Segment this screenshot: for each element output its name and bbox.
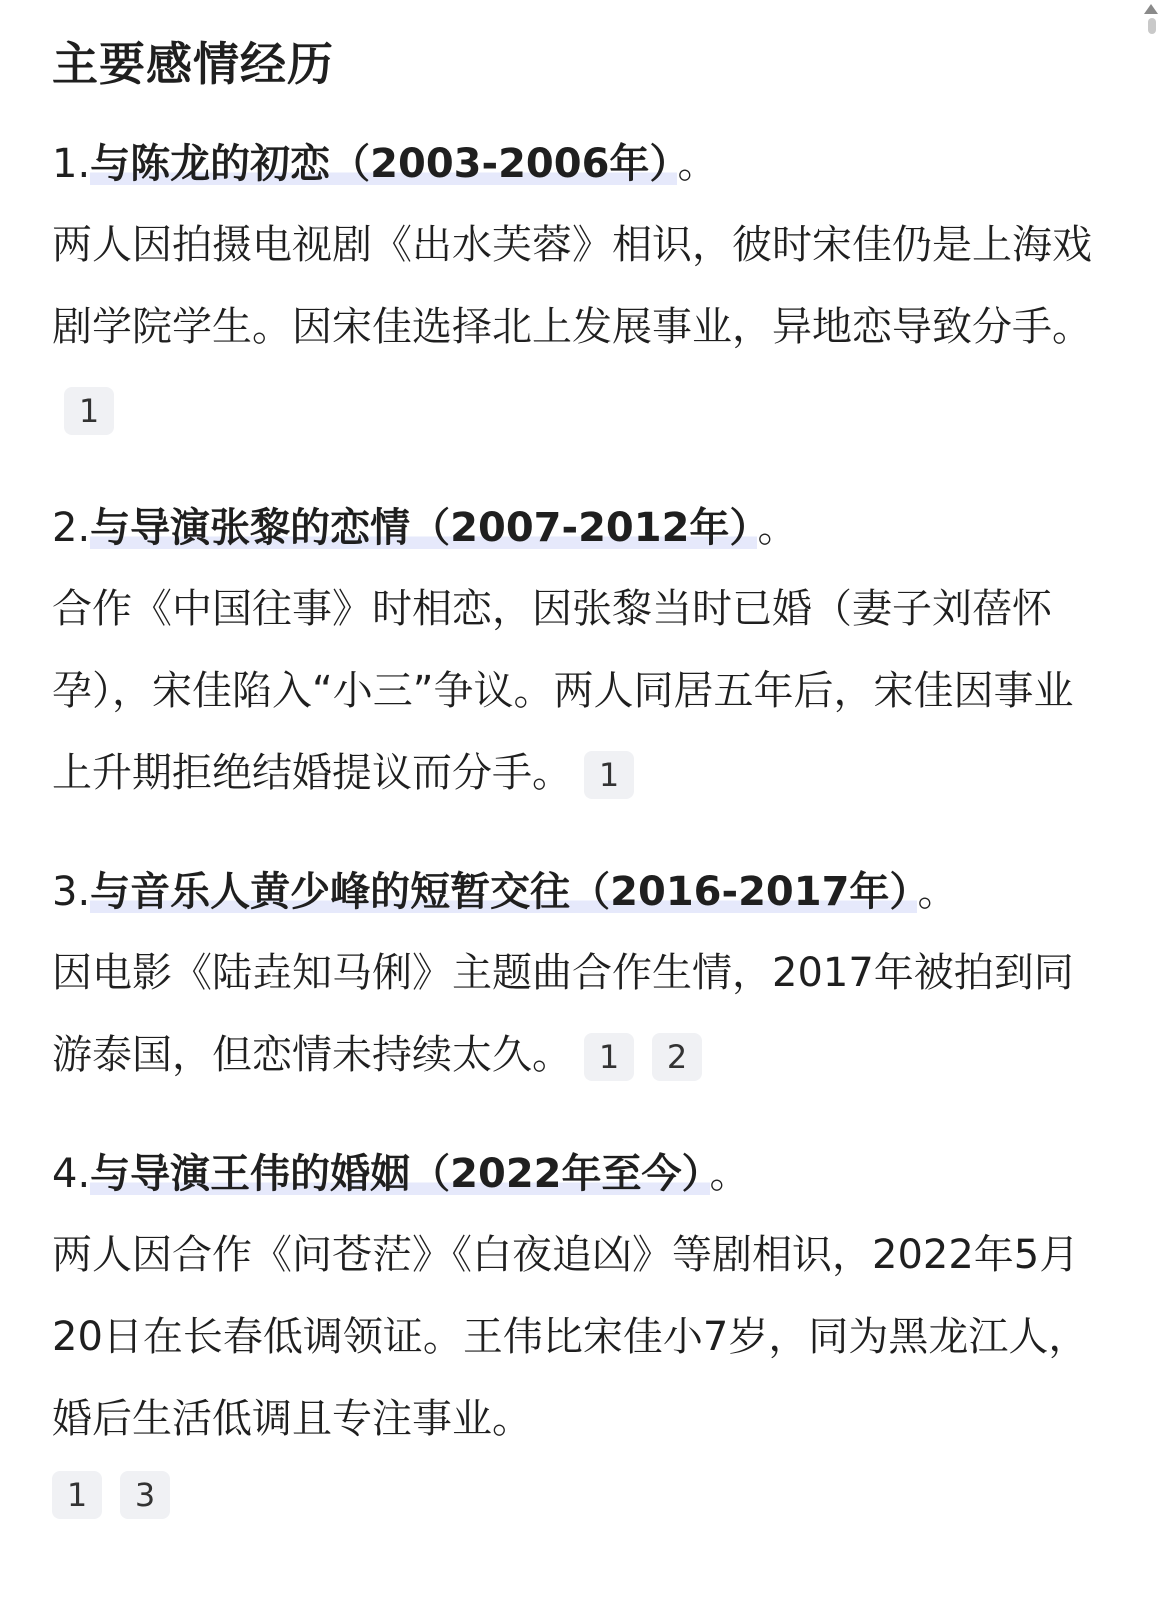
section-1 <box>52 124 1112 450</box>
section-heading <box>52 1134 1112 1214</box>
citation-badge[interactable]: 3 <box>120 1471 170 1519</box>
section-title: 与陈龙的初恋（2003-2006年） <box>90 141 677 187</box>
section-body <box>52 1214 1112 1460</box>
section-2 <box>52 488 1112 814</box>
section-body <box>52 932 1112 1096</box>
citation-badge[interactable]: 1 <box>52 1471 102 1519</box>
scrollbar[interactable] <box>1142 0 1164 1602</box>
section-3 <box>52 852 1112 1096</box>
section-body <box>52 204 1112 450</box>
citation-badge[interactable]: 1 <box>584 751 634 799</box>
section-body-text: 因电影《陆垚知马俐》主题曲合作生情，2017年被拍到同游泰国，但恋情未持续太久。 <box>52 950 1074 1078</box>
section-number: 1. <box>52 141 91 187</box>
page-title: 主要感情经历 <box>52 37 334 91</box>
section-body <box>52 568 1112 814</box>
section-title: 与导演张黎的恋情（2007-2012年） <box>90 505 757 551</box>
scroll-up-arrow-icon[interactable] <box>1144 4 1158 14</box>
section-heading <box>52 488 1112 568</box>
section-stop: 。 <box>917 869 958 915</box>
section-body-text: 两人因合作《问苍茫》《白夜追凶》等剧相识，2022年5月20日在长春低调领证。王伟比宋佳小7岁，同为黑龙江人，婚后生活低调且专注事业。 <box>52 1232 1089 1442</box>
scroll-thumb[interactable] <box>1148 18 1156 34</box>
section-number: 2. <box>52 505 91 551</box>
section-4 <box>52 1134 1112 1524</box>
section-body-text: 两人因拍摄电视剧《出水芙蓉》相识，彼时宋佳仍是上海戏剧学院学生。因宋佳选择北上发展事业，异地恋导致分手。 <box>52 222 1092 350</box>
section-number: 4. <box>52 1151 91 1197</box>
citation-badge[interactable]: 2 <box>652 1033 702 1081</box>
section-title: 与导演王伟的婚姻（2022年至今） <box>90 1151 709 1197</box>
citation-badge[interactable]: 1 <box>584 1033 634 1081</box>
section-stop: 。 <box>709 1151 750 1197</box>
section-heading <box>52 852 1112 932</box>
citation-badge[interactable]: 1 <box>64 387 114 435</box>
section-heading <box>52 124 1112 204</box>
section-body-text: 合作《中国往事》时相恋，因张黎当时已婚（妻子刘蓓怀孕），宋佳陷入“小三”争议。两人同居五年后，宋佳因事业上升期拒绝结婚提议而分手。 <box>52 586 1074 796</box>
section-stop: 。 <box>677 141 718 187</box>
section-stop: 。 <box>757 505 798 551</box>
section-title: 与音乐人黄少峰的短暂交往（2016-2017年） <box>90 869 917 915</box>
citation-row <box>52 1464 1112 1524</box>
answer-content <box>52 28 1112 1562</box>
section-number: 3. <box>52 869 91 915</box>
